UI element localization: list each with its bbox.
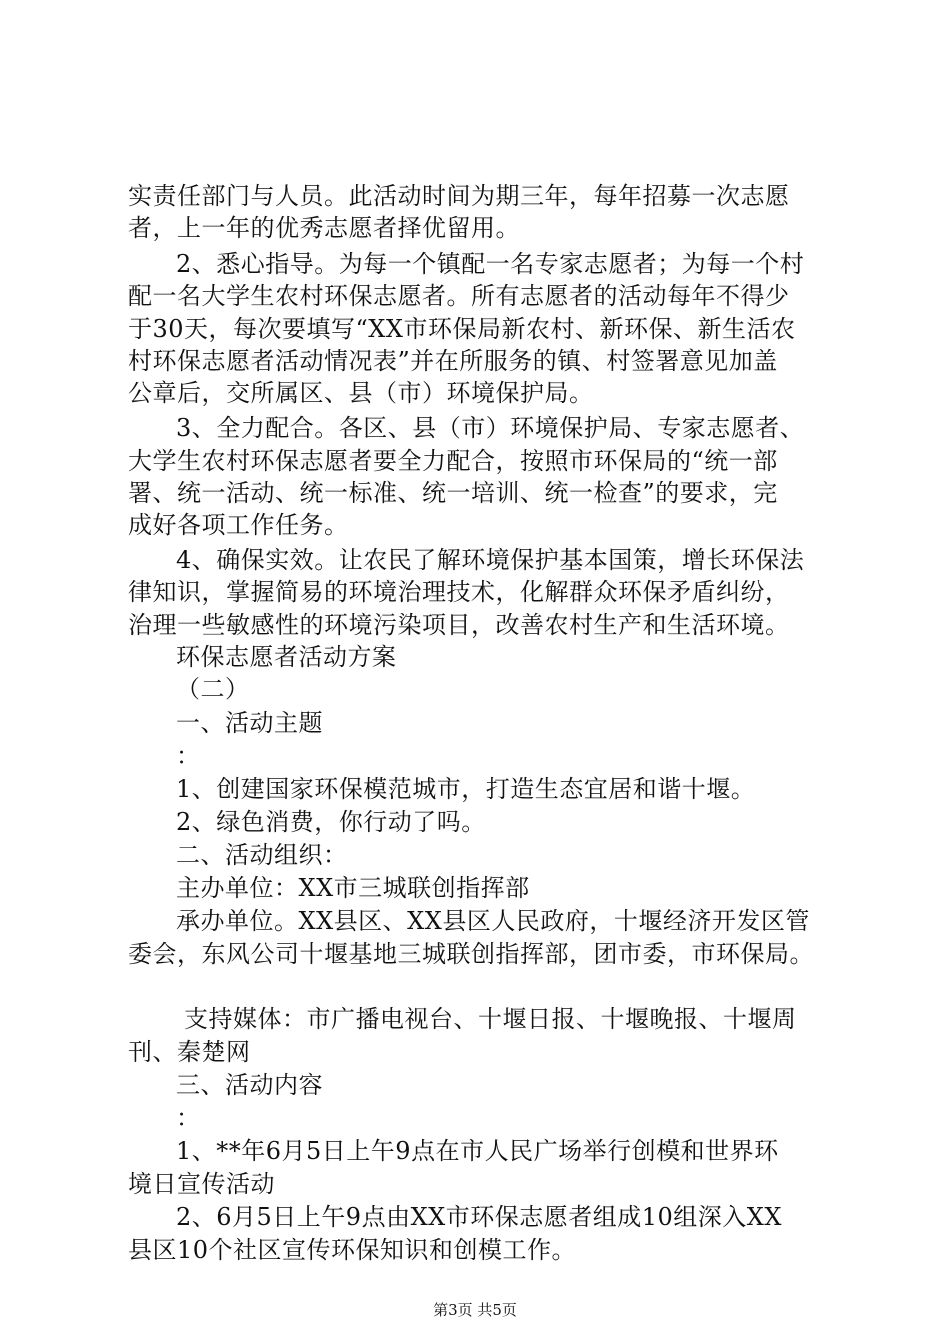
text-line: 1、**年6月5日上午9点在市人民广场举行创模和世界环 [176,1137,779,1165]
text-line: 治理一些敏感性的环境污染项目，改善农村生产和生活环境。 [128,611,790,639]
text-line: 2、悉心指导。为每一个镇配一名专家志愿者；为每一个村 [176,250,805,278]
text-line: 主办单位：XX市三城联创指挥部 [176,874,530,902]
text-line: 于30天，每次要填写“XX市环保局新农村、新环保、新生活农 [128,315,796,343]
text-line: 配一名大学生农村环保志愿者。所有志愿者的活动每年不得少 [128,282,790,310]
text-line: 律知识，掌握简易的环境治理技术，化解群众环保矛盾纠纷， [128,578,790,606]
text-line: 实责任部门与人员。此活动时间为期三年，每年招募一次志愿 [128,182,790,210]
text-line: 1、创建国家环保模范城市，打造生态宜居和谐十堰。 [176,775,756,803]
text-line: 三、活动内容 [176,1071,323,1099]
text-line: 一、活动主题 [176,709,323,737]
text-line: 二、活动组织： [176,841,348,869]
text-line: 2、绿色消费，你行动了吗。 [176,808,486,836]
text-line: 4、确保实效。让农民了解环境保护基本国策，增长环保法 [176,546,805,574]
text-line: 署、统一活动、统一标准、统一培训、统一检查”的要求，完 [128,479,778,507]
text-line: 承办单位。XX县区、XX县区人民政府，十堰经济开发区管 [176,907,810,935]
text-line: 成好各项工作任务。 [128,511,349,539]
text-line: 者，上一年的优秀志愿者择优留用。 [128,214,520,242]
text-line: 2、6月5日上午9点由XX市环保志愿者组成10组深入XX [176,1203,782,1231]
text-line: （二） [176,675,250,703]
text-line: ： [176,1104,201,1132]
text-line: ： [176,742,201,770]
text-line: 大学生农村环保志愿者要全力配合，按照市环保局的“统一部 [128,447,778,475]
text-line: 境日宣传活动 [128,1170,275,1198]
text-line: 公章后，交所属区、县（市）环境保护局。 [128,379,594,407]
text-line: 县区10个社区宣传环保知识和创模工作。 [128,1236,577,1264]
text-line: 环保志愿者活动方案 [176,643,397,671]
text-line: 支持媒体：市广播电视台、十堰日报、十堰晚报、十堰周 [184,1005,797,1033]
text-line: 3、全力配合。各区、县（市）环境保护局、专家志愿者、 [176,414,805,442]
text-line: 委会，东风公司十堰基地三城联创指挥部，团市委，市环保局。 [128,940,814,968]
text-line: 刊、秦楚网 [128,1038,251,1066]
page-number-footer: 第3页 共5页 [433,1301,517,1319]
text-line: 村环保志愿者活动情况表”并在所服务的镇、村签署意见加盖 [128,347,778,375]
